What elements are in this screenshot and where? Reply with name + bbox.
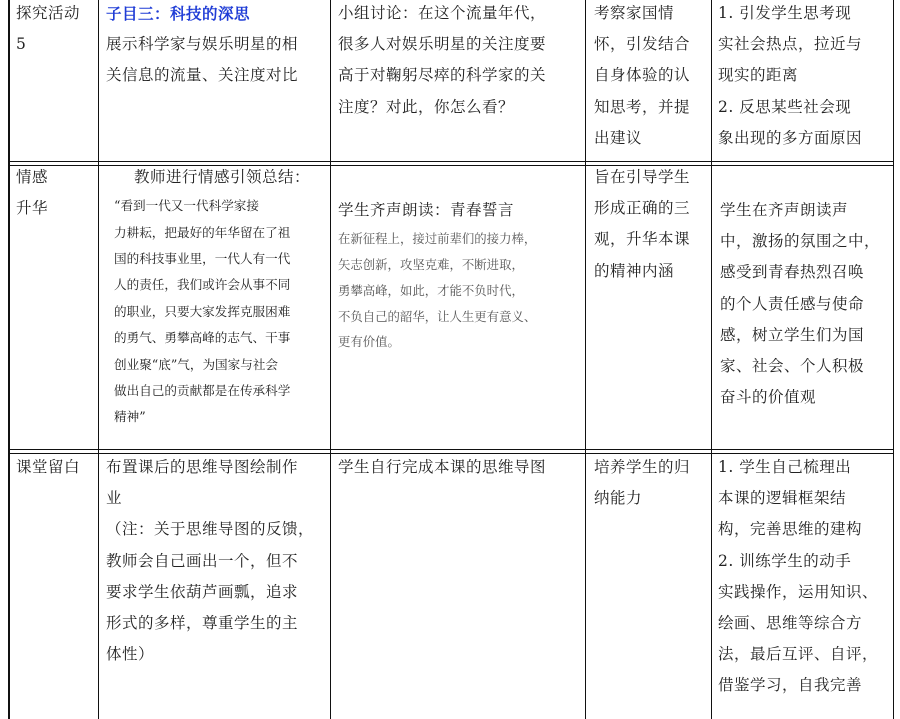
row2-oath-title: 学生齐声朗读：青春誓言 xyxy=(338,201,515,219)
v-rule-5 xyxy=(711,0,712,719)
row2-design-intent: 旨在引导学生 形成正确的三 观，升华本课 的精神内涵 xyxy=(594,168,691,280)
row1-subtopic-title: 子目三：科技的深思 xyxy=(106,4,251,23)
row2-teacher-quote: “看到一代又一代科学家接 力耕耘，把最好的年华留在了祖 国的科技事业里，一代人有一代 人的责任，我们或许会从事不同 的职业，只要大家发挥克服困难 的勇气、勇攀高峰的志气、干事 创业聚“底”气，为国家与社会 做出自己的贡献都是在传承科学 精神” xyxy=(114,198,291,425)
row3-stage: 课堂留白 xyxy=(16,458,81,476)
row1-stage: 探究活动 5 xyxy=(16,4,81,54)
row3-teacher-activity: 布置课后的思维导图绘制作 业 （注：关于思维导图的反馈， 教师会自己画出一个，但不 要求学生依葫芦画瓢，追求 形式的多样，尊重学生的主 体性） xyxy=(106,458,315,664)
row1-student-activity: 小组讨论：在这个流量年代， 很多人对娱乐明星的关注度要 高于对鞠躬尽瘁的科学家的关 注度？对此，你怎么看？ xyxy=(338,4,547,116)
row2-oath-text: 在新征程上，接过前辈们的接力棒， 矢志创新，攻坚克难，不断进取， 勇攀高峰，如此，才能不负时代， 不负自己的韶华，让人生更有意义、 更有价值。 xyxy=(338,231,537,350)
row1-effect: 1. 引发学生思考现 实社会热点，拉近与 现实的距离 2. 反思某些社会现 象出现的多方面原因 xyxy=(718,4,863,147)
row1-design-intent: 考察家国情 怀，引发结合 自身体验的认 知思考，并提 出建议 xyxy=(594,4,691,147)
row2-stage: 情感 升华 xyxy=(16,168,49,218)
row2-effect: 学生在齐声朗读声 中，激扬的氛围之中， 感受到青春热烈召唤 的个人责任感与使命 感，树立学生们为国 家、社会、个人积极 奋斗的价值观 xyxy=(720,201,881,407)
row2-teacher-activity xyxy=(106,162,328,431)
v-rule-2 xyxy=(98,0,99,719)
v-rule-3 xyxy=(330,0,331,719)
row2-student-activity xyxy=(338,195,584,355)
v-rule-1 xyxy=(8,0,10,719)
row1-teacher-activity xyxy=(106,0,330,92)
row3-design-intent: 培养学生的归 纳能力 xyxy=(594,458,691,508)
row3-student-activity: 学生自行完成本课的思维导图 xyxy=(338,458,547,476)
v-rule-4 xyxy=(585,0,586,719)
h-rule-3 xyxy=(8,449,894,450)
row3-effect: 1. 学生自己梳理出 本课的逻辑框架结 构，完善思维的建构 2. 训练学生的动手 实践操作，运用知识、 绘画、思维等综合方 法，最后互评、自评， 借鉴学习，自我完善 xyxy=(718,458,879,695)
row2-teacher-summary-title: 教师进行情感引领总结： xyxy=(134,168,311,186)
row1-teacher-text: 展示科学家与娱乐明星的相 关信息的流量、关注度对比 xyxy=(106,35,299,85)
